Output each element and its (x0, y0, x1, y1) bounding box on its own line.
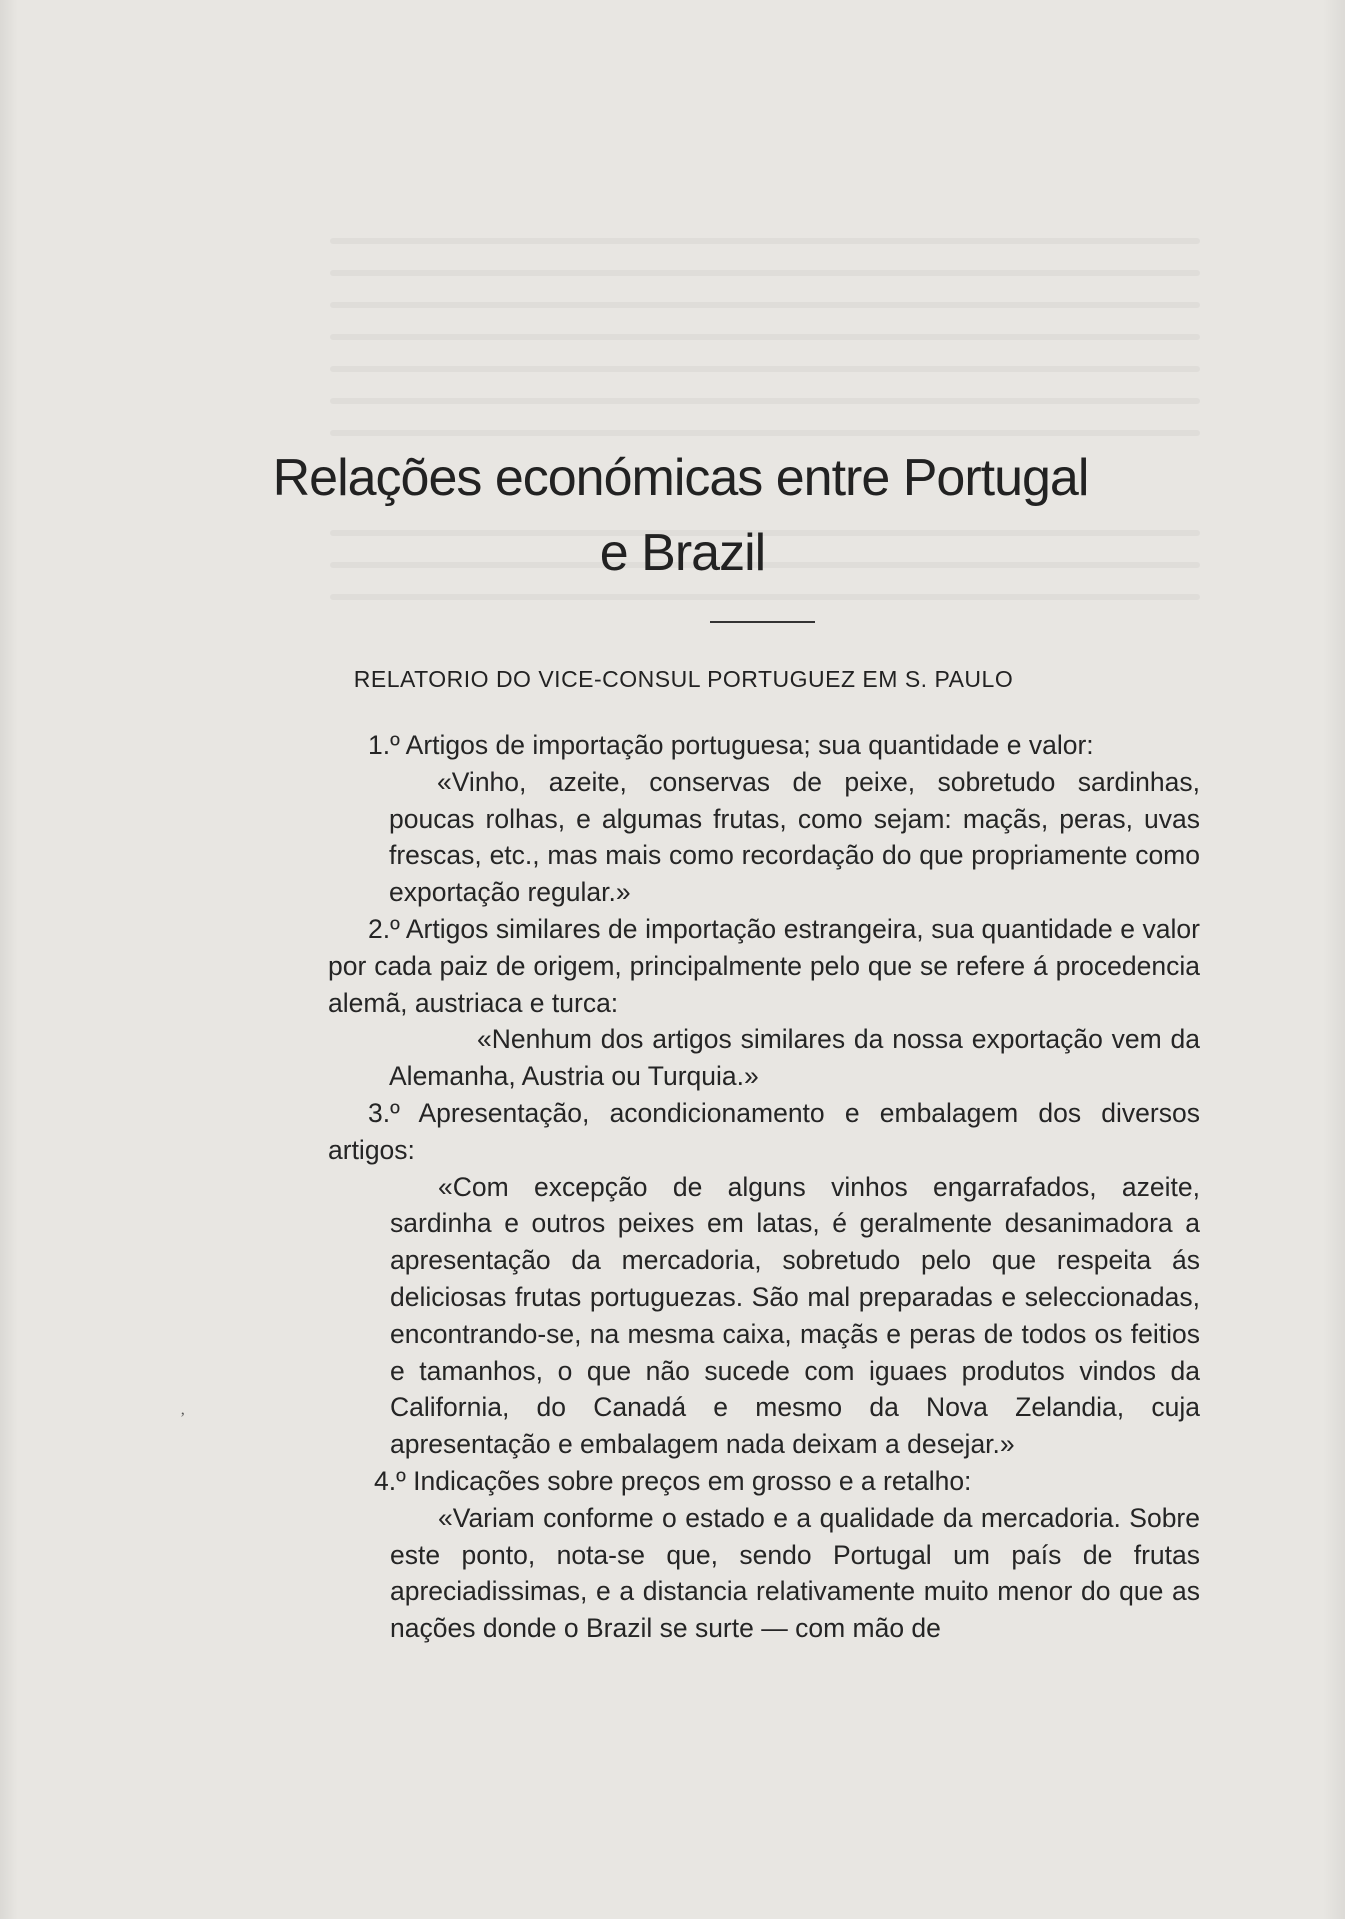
show-through-texture (330, 334, 1200, 340)
item-2-quote: «Nenhum dos artigos similares da nossa exportação vem da Alemanha, Austria ou Turquia.» (389, 1024, 1200, 1092)
page-title-line-2: e Brazil (599, 524, 766, 582)
show-through-texture (330, 238, 1200, 244)
item-2-heading: 2.º Artigos similares de importação estrangeira, sua quantidade e valor por cada paiz de origem, principalmente pelo que se refere á procedencia alemã, austriaca e turca: (328, 913, 1200, 1018)
item-3-quote: «Com excepção de alguns vinhos engarrafados, azeite, sardinha e outros peixes em latas, é geralmente desanimadora a apresentação da mercadoria, sobretudo pelo que respeita ás deliciosas frutas portuguezas. São mal preparadas e seleccionadas, encontrando-se, na mesma caixa, maçãs e peras de todos os feitios e tamanhos, o que não sucede com iguaes produtos vindos da California, do Canadá e mesmo da Nova Zelandia, cuja apresentação e embalagem nada deixam a desejar.» (390, 1171, 1200, 1460)
show-through-texture (330, 302, 1200, 308)
item-3-heading: 3.º Apresentação, acondicionamento e embalagem dos diversos artigos: (328, 1097, 1200, 1165)
show-through-texture (330, 366, 1200, 372)
item-1-heading: 1.º Artigos de importação portuguesa; sua quantidade e valor: (368, 730, 1094, 760)
show-through-texture (330, 594, 1200, 600)
report-subtitle: RELATORIO DO VICE-CONSUL PORTUGUEZ EM S. PAULO (353, 666, 1014, 692)
item-4-heading: 4.º Indicações sobre preços em grosso e a retalho: (374, 1465, 972, 1496)
item-4-quote: «Variam conforme o estado e a qualidade da mercadoria. Sobre este ponto, nota-se que, sendo Portugal um país de frutas apreciadissimas, e a distancia relativamente muito menor do que as nações donde o Brazil se surte — com mão de (390, 1502, 1200, 1644)
show-through-texture (330, 270, 1200, 276)
report-body (328, 727, 1200, 1647)
margin-speck: ’ (180, 1410, 186, 1427)
item-1-quote: «Vinho, azeite, conservas de peixe, sobretudo sardinhas, poucas rolhas, e algumas frutas, como sejam: maçãs, peras, uvas frescas, etc., mas mais como recordação do que propriamente como exportação regular.» (389, 766, 1200, 908)
title-divider (710, 621, 815, 623)
show-through-texture (330, 398, 1200, 404)
page-title-line-1: Relações económicas entre Portugal (272, 449, 1089, 507)
show-through-texture (330, 430, 1200, 436)
